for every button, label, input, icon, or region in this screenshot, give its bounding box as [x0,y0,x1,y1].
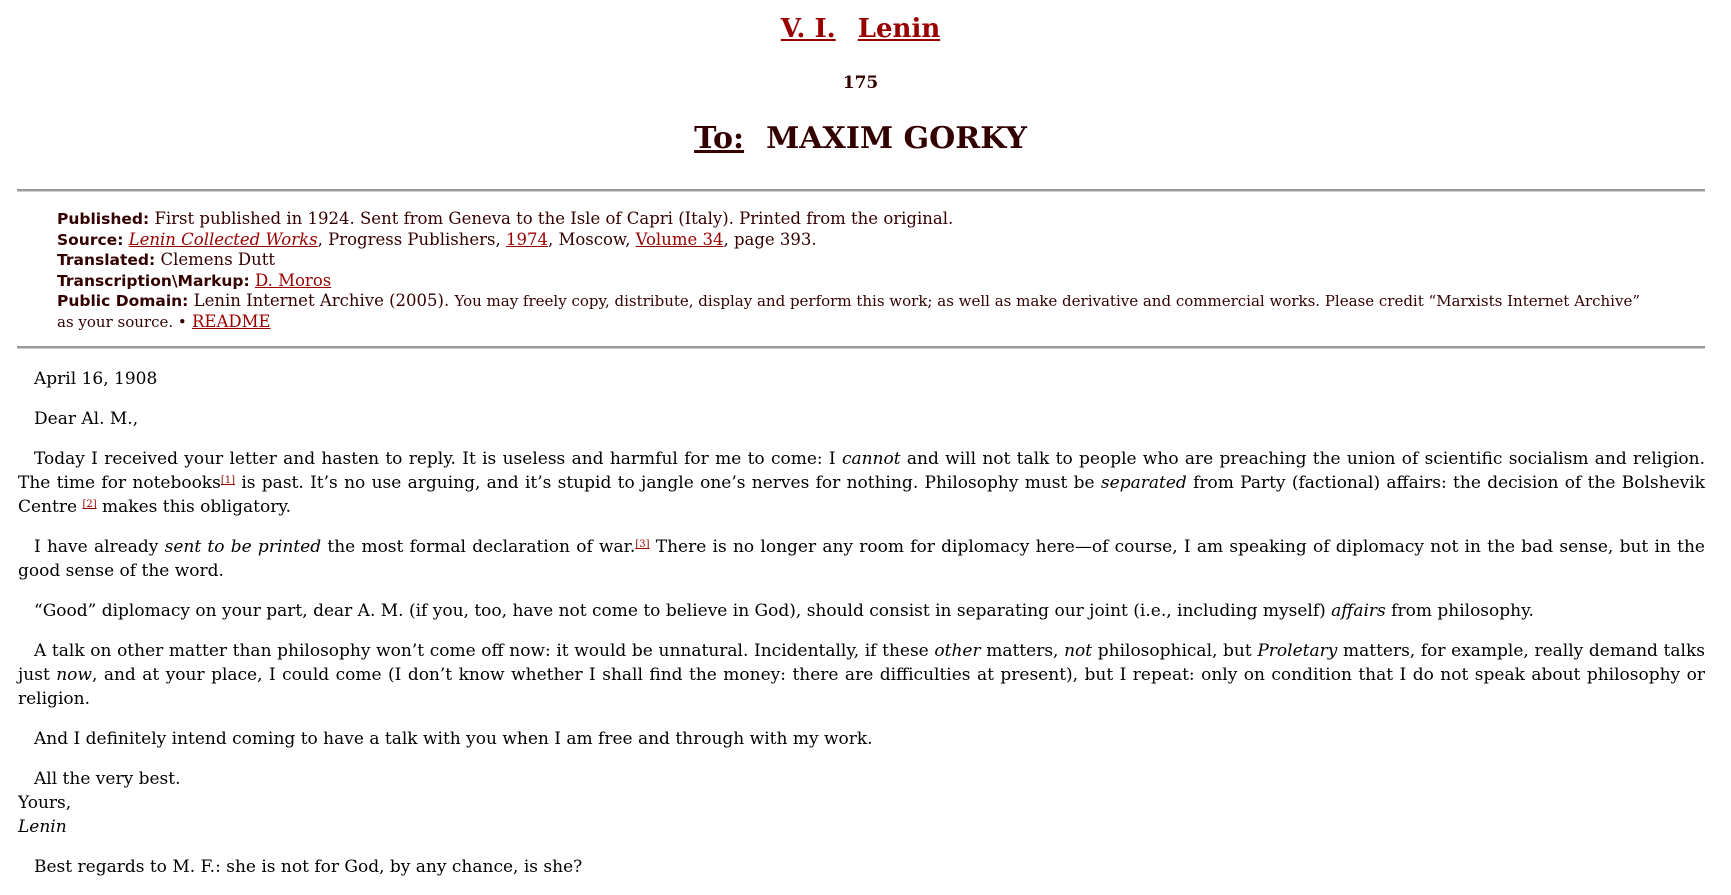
top-divider [17,189,1705,192]
footnote-1-link[interactable]: [1] [220,475,236,486]
p1-emphasis-1: cannot [841,449,901,469]
public-domain-notice: You may freely copy, distribute, display and perform this work; as well as make derivative and commercial works. Please credit “Marxists Internet Archive” as your source. • [57,292,1640,331]
transcription-line [57,271,1657,292]
translated-text: Clemens Dutt [160,250,276,269]
p4-emphasis-4: now [56,665,92,685]
letter-greeting: Dear Al. M., [34,409,139,429]
p4-text-c: philosophical, but [1092,641,1258,661]
published-label: Published: [57,210,150,228]
source-label: Source: [57,230,124,249]
p3-text-b: from philosophy. [1385,601,1534,621]
p1-emphasis-2: separated [1100,473,1187,493]
p4-text-e: , and at your place, I could come (I don’t know whether I shall find the money: there are difficulties at present), but I repeat: only on condition that I do not speak about philosophy or religion. [18,665,1705,709]
p4-text-b: matters, [980,641,1065,661]
translated-line [57,250,1657,271]
signature: Lenin [18,817,67,837]
p4-text-d: matters, for example, really demand talks just [18,641,1705,685]
p2-text-c: There is no longer any room for diplomacy here—of course, I am speaking of diplomacy not in the bad sense, but in the good sense of the word. [18,537,1705,581]
public-domain-label: Public Domain: [57,292,189,310]
publication-info [57,209,1657,332]
to-label: To: [694,121,745,156]
p4-emphasis-2: not [1064,641,1093,661]
published-line [57,209,1657,230]
p2-text-b: the most formal declaration of war. [321,537,636,557]
closing: All the very best. [34,769,181,789]
letter-title [0,119,1721,159]
bottom-divider [17,346,1705,349]
year-link[interactable]: 1974 [505,229,548,249]
source-text-2: , Moscow, [547,229,636,249]
recipient-name: MAXIM GORKY [766,121,1027,156]
p2-text-a: I have already [34,537,165,557]
p2-emphasis: sent to be printed [164,537,322,557]
p3-emphasis: affairs [1331,601,1386,621]
letter-body [18,367,1705,895]
paragraph-5: And I definitely intend coming to have a talk with you when I am free and through with my work. [34,729,873,749]
paragraph-3 [18,599,1705,623]
author-first-link[interactable]: V. I. [780,14,836,44]
public-domain-text: Lenin Internet Archive (2005). [193,291,450,310]
translated-label: Translated: [57,251,156,269]
p4-emphasis-1: other [934,641,981,661]
letter-number: 175 [842,73,879,93]
paragraph-4 [18,639,1705,711]
p1-text-a: Today I received your letter and hasten to reply. It is useless and harmful for me to come: I [34,449,842,469]
source-line [57,230,1657,251]
letter-date: April 16, 1908 [34,369,158,389]
p1-text-c: is past. It’s no use arguing, and it’s stupid to jangle one’s nerves for nothing. Philosophy must be [235,473,1101,493]
footnote-2-link[interactable]: [2] [82,499,97,510]
p4-emphasis-3: Proletary [1257,641,1338,661]
footnote-3-link[interactable]: [3] [635,539,650,550]
source-text-1: , Progress Publishers, [317,229,506,249]
author-last-link[interactable]: Lenin [857,14,941,44]
p3-text-a: “Good” diplomacy on your part, dear A. M. (if you, too, have not come to believe in God), should consist in separating our joint (i.e., including myself) [34,601,1332,621]
published-text: First published in 1924. Sent from Geneva to the Isle of Capri (Italy). Printed from the original. [154,209,954,228]
paragraph-2 [18,535,1705,583]
p4-text-a: A talk on other matter than philosophy won’t come off now: it would be unnatural. Incidentally, if these [34,641,935,661]
footnote-2 [82,499,96,510]
p1-text-b: and will not talk to people who are preaching the union of scientific socialism and religion. The time for notebooks [18,449,1706,493]
volume-link[interactable]: Volume 34 [635,229,724,249]
signature-block [18,767,1705,839]
yours: Yours, [18,793,72,813]
readme-link[interactable]: README [191,311,271,331]
postscript: Best regards to M. F.: she is not for God, by any chance, is she? [34,857,583,877]
p1-text-d: from Party (factional) affairs: the decision of the Bolshevik Centre [18,473,1705,517]
footnote-1 [221,475,235,486]
p1-text-e: makes this obligatory. [96,497,292,517]
source-text-3: , page 393. [723,229,817,249]
footnote-3 [635,539,649,550]
author-heading [0,12,1721,46]
transcription-label: Transcription\Markup: [57,271,250,290]
collected-works-link[interactable]: Lenin Collected Works [128,229,318,249]
public-domain-line [57,291,1657,332]
transcriber-link[interactable]: D. Moros [254,270,332,290]
paragraph-1 [18,447,1705,519]
